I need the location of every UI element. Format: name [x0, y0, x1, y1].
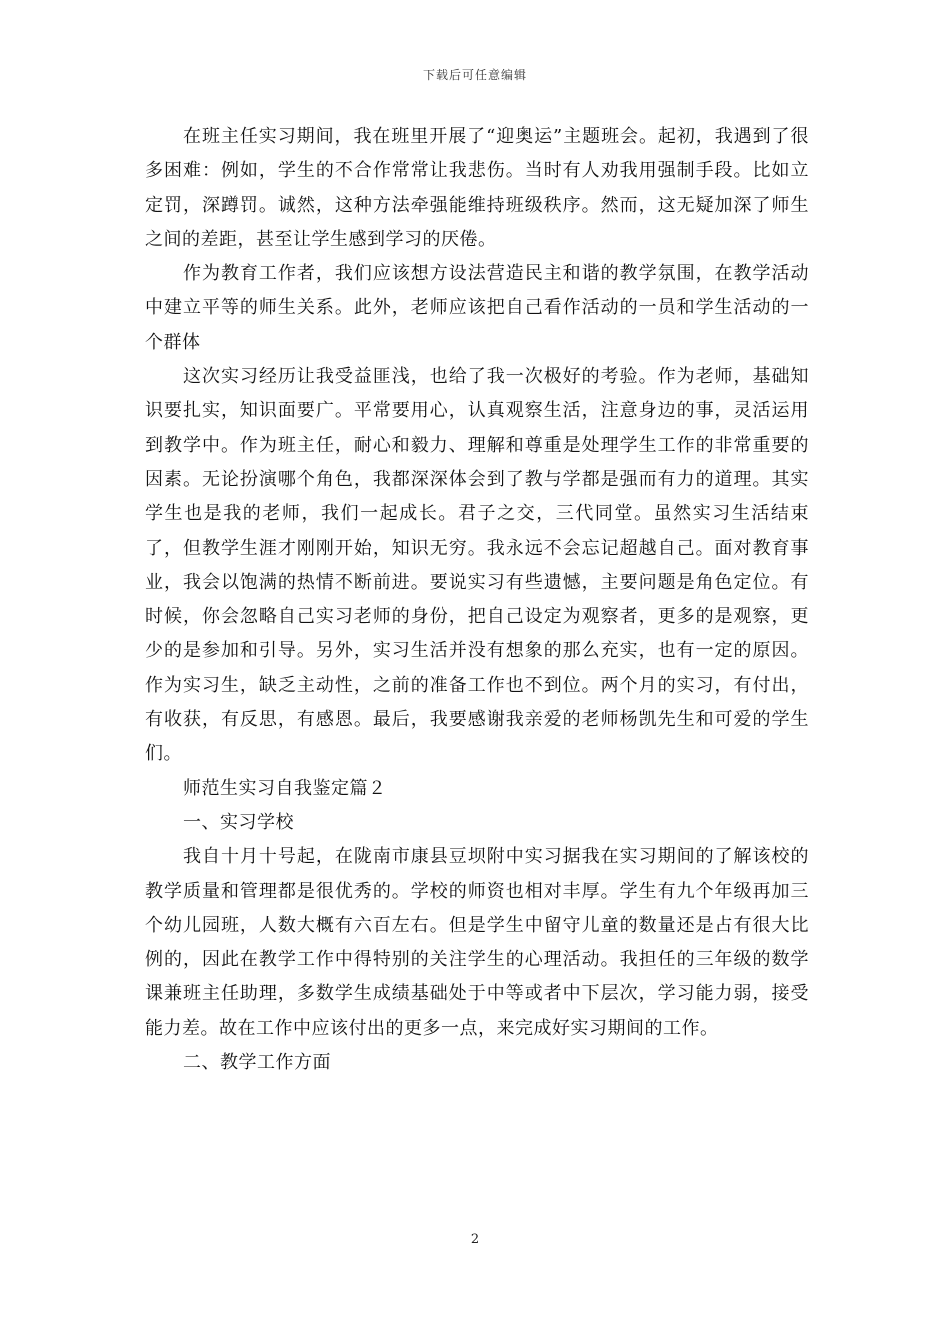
paragraph-class-meeting: 在班主任实习期间，我在班里开展了“迎奥运”主题班会。起初，我遇到了很多困难：例如，学生的不合作常常让我悲伤。当时有人劝我用强制手段。比如立定罚，深蹲罚。诚然，这种方法牵强能维持班级秩序。然而，这无疑加深了师生之间的差距，甚至让学生感到学习的厌倦。: [145, 126, 809, 250]
page-header: 下载后可任意编辑: [422, 68, 527, 82]
subheading-teaching-work: 二、教学工作方面: [183, 1052, 331, 1074]
paragraph-teaching-atmosphere: 作为教育工作者，我们应该想方设法营造民主和谐的教学氛围，在教学活动中建立平等的师生关系。此外，老师应该把自己看作活动的一员和学生活动的一个群体: [145, 263, 809, 353]
page-number: 2: [470, 1232, 480, 1247]
document-body: [145, 120, 809, 1080]
paragraph-school-description: 我自十月十号起，在陇南市康县豆坝附中实习据我在实习期间的了解该校的教学质量和管理都是很优秀的。学校的师资也相对丰厚。学生有九个年级再加三个幼儿园班，人数大概有六百左右。但是学生中留守儿童的数量还是占有很大比例的，因此在教学工作中得特别的关注学生的心理活动。我担任的三年级的数学课兼班主任助理，多数学生成绩基础处于中等或者中下层次，学习能力弱，接受能力差。故在工作中应该付出的更多一点，来完成好实习期间的工作。: [145, 846, 809, 1039]
section-title: 师范生实习自我鉴定篇２: [183, 777, 387, 799]
paragraph-internship-reflection: 这次实习经历让我受益匪浅，也给了我一次极好的考验。作为老师，基础知识要扎实，知识面要广。平常要用心，认真观察生活，注意身边的事，灵活运用到教学中。作为班主任，耐心和毅力、理解和尊重是处理学生工作的非常重要的因素。无论扮演哪个角色，我都深深体会到了教与学都是强而有力的道理。其实学生也是我的老师，我们一起成长。君子之交，三代同堂。虽然实习生活结束了，但教学生涯才刚刚开始，知识无穷。我永远不会忘记超越自己。面对教育事业，我会以饱满的热情不断前进。要说实习有些遗憾，主要问题是角色定位。有时候，你会忽略自己实习老师的身份，把自己设定为观察者，更多的是观察，更少的是参加和引导。另外，实习生活并没有想象的那么充实，也有一定的原因。作为实习生，缺乏主动性，之前的准备工作也不到位。两个月的实习，有付出，有收获，有反思，有感恩。最后，我要感谢我亲爱的老师杨凯先生和可爱的学生们。: [145, 366, 809, 765]
subheading-internship-school: 一、实习学校: [183, 811, 294, 833]
